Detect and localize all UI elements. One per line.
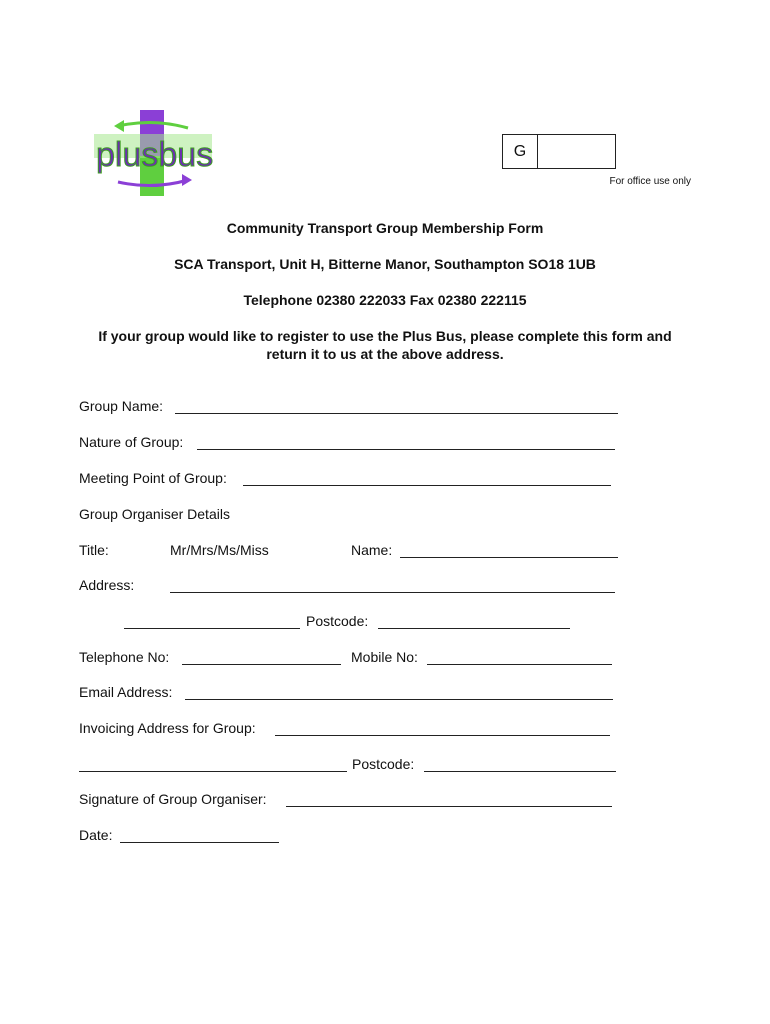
signature-label: Signature of Group Organiser: <box>79 791 267 807</box>
email-label: Email Address: <box>79 684 173 700</box>
invoicing-field-line1[interactable] <box>275 735 610 736</box>
meeting-point-field[interactable] <box>243 485 611 486</box>
date-label: Date: <box>79 827 113 843</box>
invoicing-label: Invoicing Address for Group: <box>79 720 256 736</box>
invoicing-postcode-label: Postcode: <box>352 756 415 772</box>
mobile-field[interactable] <box>427 664 612 665</box>
address-label: Address: <box>79 577 135 593</box>
form-title: Community Transport Group Membership Form <box>226 220 544 236</box>
nature-field[interactable] <box>197 449 615 450</box>
address-field-line2[interactable] <box>124 628 300 629</box>
telephone-label: Telephone No: <box>79 649 170 665</box>
office-use-box <box>502 134 616 169</box>
title-options[interactable]: Mr/Mrs/Ms/Miss <box>170 542 269 558</box>
postcode-field[interactable] <box>378 628 570 629</box>
logo-bottom-arrowhead <box>182 174 192 186</box>
nature-label: Nature of Group: <box>79 434 184 450</box>
plusbus-logo <box>78 108 228 200</box>
telephone-field[interactable] <box>182 664 341 665</box>
office-code: G <box>503 135 538 168</box>
group-name-label: Group Name: <box>79 398 164 414</box>
signature-field[interactable] <box>286 806 612 807</box>
contact-phone: Telephone 02380 222033 Fax 02380 222115 <box>243 292 527 308</box>
name-label: Name: <box>351 542 393 558</box>
postcode-label: Postcode: <box>306 613 369 629</box>
plusbus-logo-graphic <box>78 108 228 200</box>
date-field[interactable] <box>120 842 279 843</box>
email-field[interactable] <box>185 699 613 700</box>
address-field-line1[interactable] <box>170 592 615 593</box>
invoicing-field-line2[interactable] <box>79 771 347 772</box>
form-instructions: If your group would like to register to use the Plus Bus, please complete this form and return it to us at the above address. <box>98 328 672 362</box>
organisation-address: SCA Transport, Unit H, Bitterne Manor, Southampton SO18 1UB <box>174 256 596 272</box>
mobile-label: Mobile No: <box>351 649 418 665</box>
logo-text: plusbus <box>96 136 214 174</box>
meeting-point-label: Meeting Point of Group: <box>79 470 227 486</box>
organiser-heading: Group Organiser Details <box>79 506 230 522</box>
office-use-note: For office use only <box>609 176 691 187</box>
group-name-field[interactable] <box>175 413 618 414</box>
name-field[interactable] <box>400 557 618 558</box>
logo-top-arrowhead <box>114 120 124 132</box>
office-code-field[interactable] <box>538 135 615 168</box>
title-label: Title: <box>79 542 109 558</box>
invoicing-postcode-field[interactable] <box>424 771 616 772</box>
